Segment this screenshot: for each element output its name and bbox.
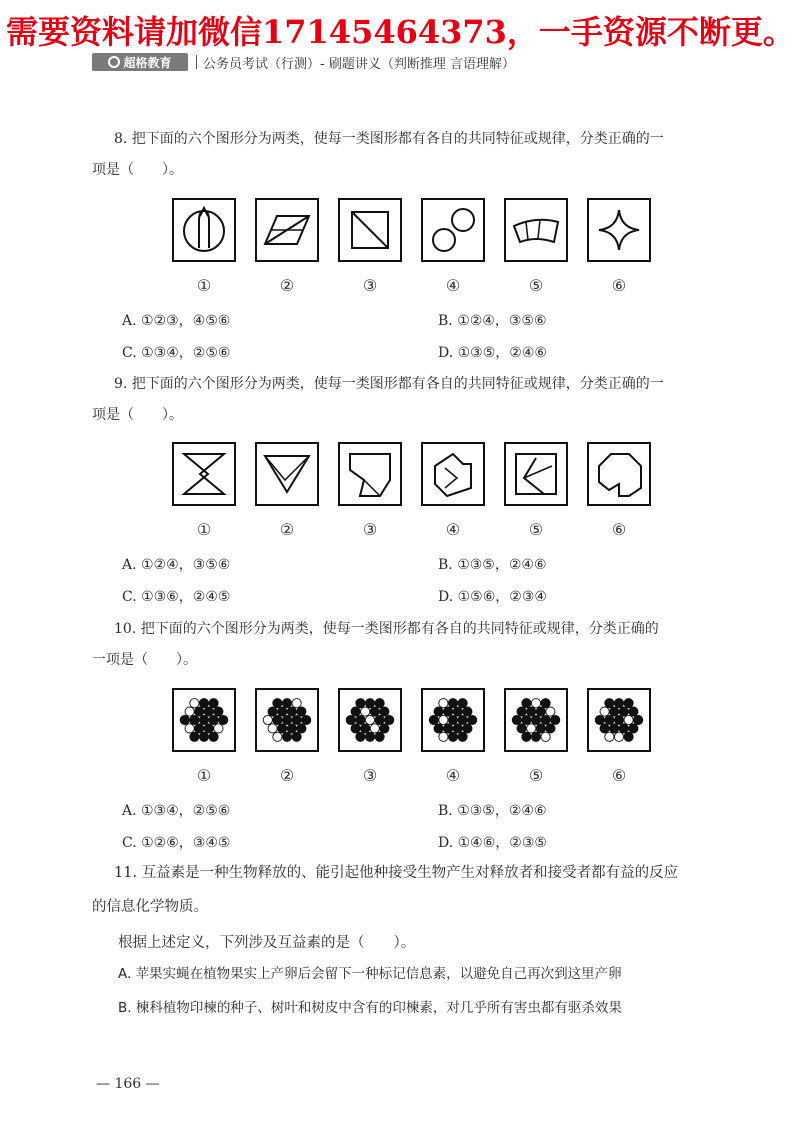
hex-dot [199, 732, 208, 741]
logo-icon [108, 56, 120, 68]
q8-figure-6 [587, 198, 651, 262]
q8-figure-1 [172, 198, 236, 262]
hex-dot [365, 715, 374, 724]
hex-dot [541, 732, 550, 741]
q10-figure-2 [255, 688, 319, 752]
q10-label-3: ③ [362, 766, 378, 785]
hex-dot [600, 724, 609, 733]
hex-dot [282, 715, 291, 724]
q8-option-b: B. ①②④，③⑤⑥ [438, 313, 547, 329]
q10-figure-6 [587, 688, 651, 752]
hex-dot [536, 724, 545, 733]
hex-dot [458, 699, 467, 708]
hex-dot [209, 699, 218, 708]
hex-dot [273, 715, 282, 724]
hex-dot [214, 707, 223, 716]
hex-dot [180, 715, 189, 724]
hex-dot [605, 732, 614, 741]
hex-dot [468, 715, 477, 724]
hex-dot [356, 732, 365, 741]
q9-label-1: ① [196, 520, 212, 539]
q10-label-2: ② [279, 766, 295, 785]
q8-fig5-drawing [506, 200, 566, 260]
hex-dot [268, 724, 277, 733]
hex-dot [195, 707, 204, 716]
question-8-line1: 8. 把下面的六个图形分为两类，使每一类图形都有各自的共同特征或规律，分类正确的一 [114, 131, 664, 147]
question-8-line2: 项是（ ）。 [92, 162, 183, 178]
q10-fig2-hex-grid [257, 690, 317, 750]
hex-dot [610, 707, 619, 716]
q8-label-1: ① [196, 276, 212, 295]
hex-dot [439, 732, 448, 741]
hex-dot [429, 715, 438, 724]
watermark-banner: 需要资料请加微信17145464373，一手资源不断更。 [6, 13, 795, 51]
hex-dot [448, 732, 457, 741]
hex-dot [370, 724, 379, 733]
hex-dot [375, 732, 384, 741]
hex-dot [453, 724, 462, 733]
hex-dot [190, 715, 199, 724]
logo-text: 超格教育 [123, 55, 172, 70]
hex-dot [268, 707, 277, 716]
q9-figure-6 [587, 442, 651, 506]
hex-dot [292, 732, 301, 741]
q8-label-3: ③ [362, 276, 378, 295]
q8-option-c: C. ①③④，②⑤⑥ [122, 345, 231, 361]
hex-dot [219, 715, 228, 724]
hex-dot [375, 699, 384, 708]
q10-option-b: B. ①③⑤，②④⑥ [438, 803, 547, 819]
q10-label-1: ① [196, 766, 212, 785]
header-divider [196, 55, 197, 69]
q10-option-d: D. ①④⑥，②③⑤ [438, 835, 547, 851]
q10-fig3-hex-grid [340, 690, 400, 750]
q8-label-6: ⑥ [611, 276, 627, 295]
hex-dot [448, 715, 457, 724]
q9-fig6-drawing [589, 444, 649, 504]
hex-dot [527, 707, 536, 716]
q10-fig5-hex-grid [506, 690, 566, 750]
q9-label-2: ② [279, 520, 295, 539]
hex-dot [204, 724, 213, 733]
question-10-figures [170, 688, 650, 760]
hex-dot [522, 715, 531, 724]
q8-figure-4 [421, 198, 485, 262]
hex-dot [629, 707, 638, 716]
question-9-figures [170, 442, 650, 514]
page-header [92, 52, 515, 72]
hex-dot [527, 724, 536, 733]
hex-dot [190, 732, 199, 741]
hex-dot [263, 715, 272, 724]
q9-figure-5 [504, 442, 568, 506]
hex-dot [546, 724, 555, 733]
hex-dot [292, 715, 301, 724]
hex-dot [634, 715, 643, 724]
hex-dot [351, 707, 360, 716]
q9-fig3-drawing [340, 444, 400, 504]
q10-fig6-hex-grid [589, 690, 649, 750]
question-8-stem [92, 124, 732, 186]
page-number: — 166 — [96, 1076, 160, 1092]
question-11-option-a: A. 苹果实蝇在植物果实上产卵后会留下一种标记信息素，以避免自己再次到这里产卵 [118, 966, 622, 982]
hex-dot [292, 699, 301, 708]
q9-fig5-drawing [506, 444, 566, 504]
hex-dot [356, 715, 365, 724]
q10-label-4: ④ [445, 766, 461, 785]
hex-dot [517, 707, 526, 716]
hex-dot [190, 699, 199, 708]
q10-label-5: ⑤ [528, 766, 544, 785]
hex-dot [434, 707, 443, 716]
hex-dot [273, 732, 282, 741]
q10-fig1-hex-grid [174, 690, 234, 750]
q9-label-4: ④ [445, 520, 461, 539]
hex-dot [610, 724, 619, 733]
hex-dot [444, 724, 453, 733]
q10-figure-4 [421, 688, 485, 752]
hex-dot [453, 707, 462, 716]
q10-label-6: ⑥ [611, 766, 627, 785]
question-11-prompt: 根据上述定义，下列涉及互益素的是（ ）。 [118, 935, 416, 951]
q9-fig4-drawing [423, 444, 483, 504]
q8-fig6-drawing [589, 200, 649, 260]
hex-dot [522, 699, 531, 708]
hex-dot [531, 715, 540, 724]
q10-figure-labels [170, 766, 650, 786]
q10-figure-5 [504, 688, 568, 752]
q8-fig2-drawing [257, 200, 317, 260]
hex-dot [517, 724, 526, 733]
question-10-stem [92, 614, 732, 676]
hex-dot [297, 724, 306, 733]
question-11-line1: 11. 互益素是一种生物释放的、能引起他种接受生物产生对释放者和接受者都有益的反应 [114, 865, 679, 881]
hex-dot [536, 707, 545, 716]
hex-dot [370, 707, 379, 716]
q8-fig3-drawing [340, 200, 400, 260]
q10-fig4-hex-grid [423, 690, 483, 750]
hex-dot [614, 715, 623, 724]
hex-dot [375, 715, 384, 724]
question-11-line2: 的信息化学物质。 [92, 899, 208, 915]
q9-fig2-drawing [257, 444, 317, 504]
question-11-option-b: B. 楝科植物印楝的种子、树叶和树皮中含有的印楝素，对几乎所有害虫都有驱杀效果 [118, 1000, 622, 1016]
q8-fig4-drawing [423, 200, 483, 260]
q10-figure-1 [172, 688, 236, 752]
question-11-stem [92, 856, 742, 924]
question-9-line2: 项是（ ）。 [92, 407, 183, 423]
hex-dot [199, 715, 208, 724]
question-9-line1: 9. 把下面的六个图形分为两类，使每一类图形都有各自的共同特征或规律，分类正确的一 [114, 376, 664, 392]
q9-figure-1 [172, 442, 236, 506]
q9-figure-3 [338, 442, 402, 506]
q9-fig1-drawing [174, 444, 234, 504]
q9-figure-2 [255, 442, 319, 506]
hex-dot [619, 724, 628, 733]
hex-dot [209, 732, 218, 741]
hex-dot [287, 707, 296, 716]
hex-dot [531, 699, 540, 708]
hex-dot [444, 707, 453, 716]
hex-dot [297, 707, 306, 716]
hex-dot [512, 715, 521, 724]
hex-dot [385, 715, 394, 724]
q8-figure-5 [504, 198, 568, 262]
q8-figure-2 [255, 198, 319, 262]
q8-figure-labels [170, 276, 650, 296]
hex-dot [346, 715, 355, 724]
hex-dot [278, 707, 287, 716]
hex-dot [531, 732, 540, 741]
hex-dot [595, 715, 604, 724]
hex-dot [458, 732, 467, 741]
hex-dot [380, 707, 389, 716]
hex-dot [605, 715, 614, 724]
q9-figure-labels [170, 520, 650, 540]
hex-dot [600, 707, 609, 716]
hex-dot [282, 699, 291, 708]
hex-dot [448, 699, 457, 708]
hex-dot [278, 724, 287, 733]
header-title: 公务员考试（行测）- 刷题讲义（判断推理 言语理解） [203, 56, 515, 72]
hex-dot [614, 699, 623, 708]
q8-label-5: ⑤ [528, 276, 544, 295]
hex-dot [463, 724, 472, 733]
q8-label-2: ② [279, 276, 295, 295]
hex-dot [439, 715, 448, 724]
hex-dot [356, 699, 365, 708]
hex-dot [351, 724, 360, 733]
hex-dot [541, 699, 550, 708]
hex-dot [546, 707, 555, 716]
hex-dot [361, 707, 370, 716]
q9-figure-4 [421, 442, 485, 506]
hex-dot [199, 699, 208, 708]
q8-figure-3 [338, 198, 402, 262]
brand-logo [92, 53, 188, 71]
question-9-stem [92, 369, 732, 431]
hex-dot [541, 715, 550, 724]
hex-dot [185, 724, 194, 733]
q8-option-d: D. ①③⑤，②④⑥ [438, 345, 547, 361]
q8-fig1-drawing [174, 200, 234, 260]
q9-label-3: ③ [362, 520, 378, 539]
q10-option-c: C. ①②⑥，③④⑤ [122, 835, 231, 851]
hex-dot [614, 732, 623, 741]
hex-dot [463, 707, 472, 716]
hex-dot [605, 699, 614, 708]
hex-dot [624, 699, 633, 708]
hex-dot [619, 707, 628, 716]
hex-dot [458, 715, 467, 724]
q10-option-a: A. ①③④，②⑤⑥ [122, 803, 231, 819]
hex-dot [624, 715, 633, 724]
question-10-line2: 一项是（ ）。 [92, 652, 197, 668]
q9-option-b: B. ①③⑤，②④⑥ [438, 557, 547, 573]
hex-dot [302, 715, 311, 724]
q8-label-4: ④ [445, 276, 461, 295]
hex-dot [287, 724, 296, 733]
hex-dot [209, 715, 218, 724]
hex-dot [273, 699, 282, 708]
q9-label-5: ⑤ [528, 520, 544, 539]
question-8-figures [170, 198, 650, 270]
hex-dot [361, 724, 370, 733]
hex-dot [185, 707, 194, 716]
q10-figure-3 [338, 688, 402, 752]
q8-option-a: A. ①②③，④⑤⑥ [122, 313, 231, 329]
hex-dot [365, 732, 374, 741]
hex-dot [204, 707, 213, 716]
hex-dot [551, 715, 560, 724]
hex-dot [282, 732, 291, 741]
hex-dot [624, 732, 633, 741]
question-10-line1: 10. 把下面的六个图形分为两类，使每一类图形都有各自的共同特征或规律，分类正确的 [114, 621, 659, 637]
hex-dot [629, 724, 638, 733]
hex-dot [195, 724, 204, 733]
q9-label-6: ⑥ [611, 520, 627, 539]
hex-dot [214, 724, 223, 733]
hex-dot [365, 699, 374, 708]
hex-dot [439, 699, 448, 708]
q9-option-c: C. ①③⑥，②④⑤ [122, 589, 231, 605]
hex-dot [434, 724, 443, 733]
q9-option-d: D. ①⑤⑥，②③④ [438, 589, 547, 605]
q9-option-a: A. ①②④，③⑤⑥ [122, 557, 231, 573]
hex-dot [522, 732, 531, 741]
hex-dot [380, 724, 389, 733]
